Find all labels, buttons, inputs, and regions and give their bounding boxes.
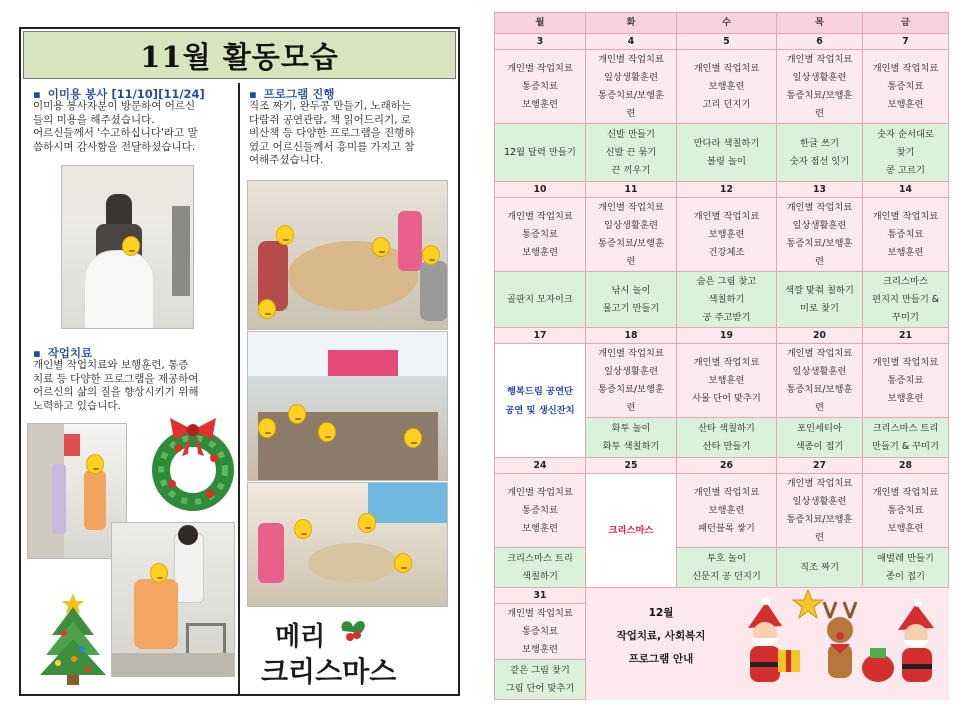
beauty-section-text: 이미용 봉사자분이 방문하여 어르신 들의 미용을 해주셨습니다. 어르신들께서 '수고하십니다'라고 말 씀하시며 감사함을 전달하셨습니다. <box>33 100 198 153</box>
therapy-cell: 개인별 작업치료 보행훈련 건강체조 <box>677 198 777 272</box>
date-cell: 4 <box>586 34 677 50</box>
merry-christmas-logo <box>247 609 448 691</box>
therapy-cell: 개인별 작업치료 일상생활훈련 통증치료/보행훈 련 <box>777 474 863 548</box>
date-cell: 14 <box>863 182 949 198</box>
date-cell: 27 <box>777 458 863 474</box>
date-cell: 10 <box>495 182 586 198</box>
activity-cell: 크리스마스 트리 만들기 & 꾸미기 <box>863 418 949 458</box>
date-cell: 20 <box>777 328 863 344</box>
week4-therapy-row <box>495 474 949 548</box>
activity-cell: 같은 그림 찾기 그림 단어 맞추기 <box>495 660 586 700</box>
date-cell: 5 <box>677 34 777 50</box>
activity-cell: 만다라 색칠하기 볼링 놀이 <box>677 124 777 182</box>
program-section-heading: ▪ 프로그램 진행 <box>249 87 335 101</box>
week5-date-row <box>495 588 949 604</box>
christmas-tree-icon <box>34 589 112 689</box>
performance-event-cell: 행복드림 공연단 공연 및 생신잔치 <box>495 344 586 458</box>
week1-activity-row <box>495 124 949 182</box>
activity-cell: 포인세티아 색종이 접기 <box>777 418 863 458</box>
ot-section-heading: ▪ 작업치료 <box>33 346 93 360</box>
weekday-header-row <box>495 13 949 34</box>
week2-therapy-row <box>495 198 949 272</box>
week3-date-row <box>495 328 949 344</box>
week4-date-row <box>495 458 949 474</box>
date-cell: 25 <box>586 458 677 474</box>
therapy-cell: 개인별 작업치료 보행훈련 패턴블록 쌓기 <box>677 474 777 548</box>
date-cell: 12 <box>677 182 777 198</box>
date-cell: 3 <box>495 34 586 50</box>
date-cell: 11 <box>586 182 677 198</box>
activity-cell: 직조 짜기 <box>777 548 863 588</box>
date-cell: 7 <box>863 34 949 50</box>
therapy-cell: 개인별 작업치료 일상생활훈련 통증치료/보행훈 련 <box>777 50 863 124</box>
activity-cell: 한글 쓰기 숫자 점선 잇기 <box>777 124 863 182</box>
date-cell: 17 <box>495 328 586 344</box>
december-guide-text: 12월 작업치료, 사회복지 프로그램 안내 <box>616 607 706 665</box>
therapy-cell: 개인별 작업치료 보행훈련 사물 단어 맞추기 <box>677 344 777 418</box>
activity-cell: 크리스마스 트리 색칠하기 <box>495 548 586 588</box>
activity-cell: 산타 색칠하기 산타 만들기 <box>677 418 777 458</box>
week1-date-row <box>495 34 949 50</box>
therapy-cell: 개인별 작업치료 보행훈련 고리 던지기 <box>677 50 777 124</box>
week2-date-row <box>495 182 949 198</box>
therapy-cell: 개인별 작업치료 일상생활훈련 통증치료/보행훈 련 <box>586 344 677 418</box>
week2-activity-row <box>495 272 949 328</box>
therapy-cell: 개인별 작업치료 통증치료 보행훈련 <box>495 50 586 124</box>
activity-cell: 화투 놀이 화투 색칠하기 <box>586 418 677 458</box>
date-cell: 21 <box>863 328 949 344</box>
date-cell: 24 <box>495 458 586 474</box>
week3-therapy-row <box>495 344 949 418</box>
therapy-cell: 개인별 작업치료 통증치료 보행훈련 <box>863 50 949 124</box>
activity-cell: 골판지 모자이크 <box>495 272 586 328</box>
therapy-cell: 개인별 작업치료 일상생활훈련 통증치료/보행훈 련 <box>777 344 863 418</box>
column-divider <box>238 83 240 694</box>
activity-newsletter-panel <box>19 27 460 696</box>
date-cell: 6 <box>777 34 863 50</box>
activity-cell: 색깔 맞춰 칠하기 미로 찾기 <box>777 272 863 328</box>
therapy-cell: 개인별 작업치료 통증치료 보행훈련 <box>863 344 949 418</box>
christmas-holiday-cell: 크리스마스 <box>586 474 677 588</box>
date-cell: 18 <box>586 328 677 344</box>
activity-cell: 12월 달력 만들기 <box>495 124 586 182</box>
activity-cell: 숫자 순서대로 찾기 콩 고르기 <box>863 124 949 182</box>
therapy-cell: 개인별 작업치료 통증치료 보행훈련 <box>863 474 949 548</box>
activity-cell: 크리스마스 편지지 만들기 & 꾸미기 <box>863 272 949 328</box>
beauty-section-heading: ▪ 이미용 봉사 [11/10][11/24] <box>33 87 205 101</box>
weekday-wed: 수 <box>677 13 777 34</box>
page-title: 11월 활동모습 <box>140 39 339 74</box>
svg-text:크리스마스: 크리스마스 <box>261 655 397 688</box>
performance-photo <box>247 331 448 481</box>
santa-reindeer-illustration <box>738 588 948 688</box>
therapy-cell: 개인별 작업치료 통증치료 보행훈련 <box>495 474 586 548</box>
weekday-fri: 금 <box>863 13 949 34</box>
therapy-cell: 개인별 작업치료 통증치료 보행훈련 <box>863 198 949 272</box>
activity-cell: 숨은 그림 찾고 색칠하기 공 주고받기 <box>677 272 777 328</box>
date-cell: 13 <box>777 182 863 198</box>
weekday-tue: 화 <box>586 13 677 34</box>
december-guide-box <box>586 588 949 700</box>
weekday-mon: 월 <box>495 13 586 34</box>
week1-therapy-row <box>495 50 949 124</box>
therapy-cell: 개인별 작업치료 일상생활훈련 통증치료/보행훈 련 <box>586 198 677 272</box>
svg-text:메리: 메리 <box>275 622 326 652</box>
therapy-cell: 개인별 작업치료 통증치료 보행훈련 <box>495 198 586 272</box>
activity-cell: 신발 만들기 신발 끈 묶기 끈 끼우기 <box>586 124 677 182</box>
wreath-icon <box>148 412 238 512</box>
table-activity-photo <box>247 482 448 607</box>
program-section-text: 직조 짜기, 완두콩 만들기, 노래하는 다람쥐 공연관람, 책 읽어드리기, 로 비산책 등 다양한 프로그램을 진행하 였고 어르신들께서 흥미를 가지고 참 여해주셨습니다. <box>249 100 415 166</box>
rehab-walker-photo <box>111 522 235 677</box>
weekday-thu: 목 <box>777 13 863 34</box>
activity-cell: 낚시 놀이 물고기 만들기 <box>586 272 677 328</box>
date-cell: 26 <box>677 458 777 474</box>
therapy-cell: 개인별 작업치료 통증치료 보행훈련 <box>495 604 586 660</box>
date-cell: 19 <box>677 328 777 344</box>
date-cell: 28 <box>863 458 949 474</box>
activity-cell: 투호 놀이 신문지 공 던지기 <box>677 548 777 588</box>
title-banner <box>23 31 456 79</box>
therapy-cell: 개인별 작업치료 일상생활훈련 통증치료/보행훈 련 <box>586 50 677 124</box>
december-program-calendar <box>494 12 948 710</box>
activity-cell: 애벌레 만들기 종이 접기 <box>863 548 949 588</box>
crafts-program-photo <box>247 180 448 330</box>
ot-section-text: 개인별 작업치료와 보행훈련, 통증 치료 등 다양한 프로그램을 제공하여 어르신의 삶의 질을 향상시키기 위해 노력하고 있습니다. <box>33 359 199 412</box>
week4-activity-row <box>495 548 949 588</box>
haircut-photo <box>61 165 194 329</box>
date-cell: 31 <box>495 588 586 604</box>
therapy-cell: 개인별 작업치료 일상생활훈련 통증치료/보행훈 련 <box>777 198 863 272</box>
